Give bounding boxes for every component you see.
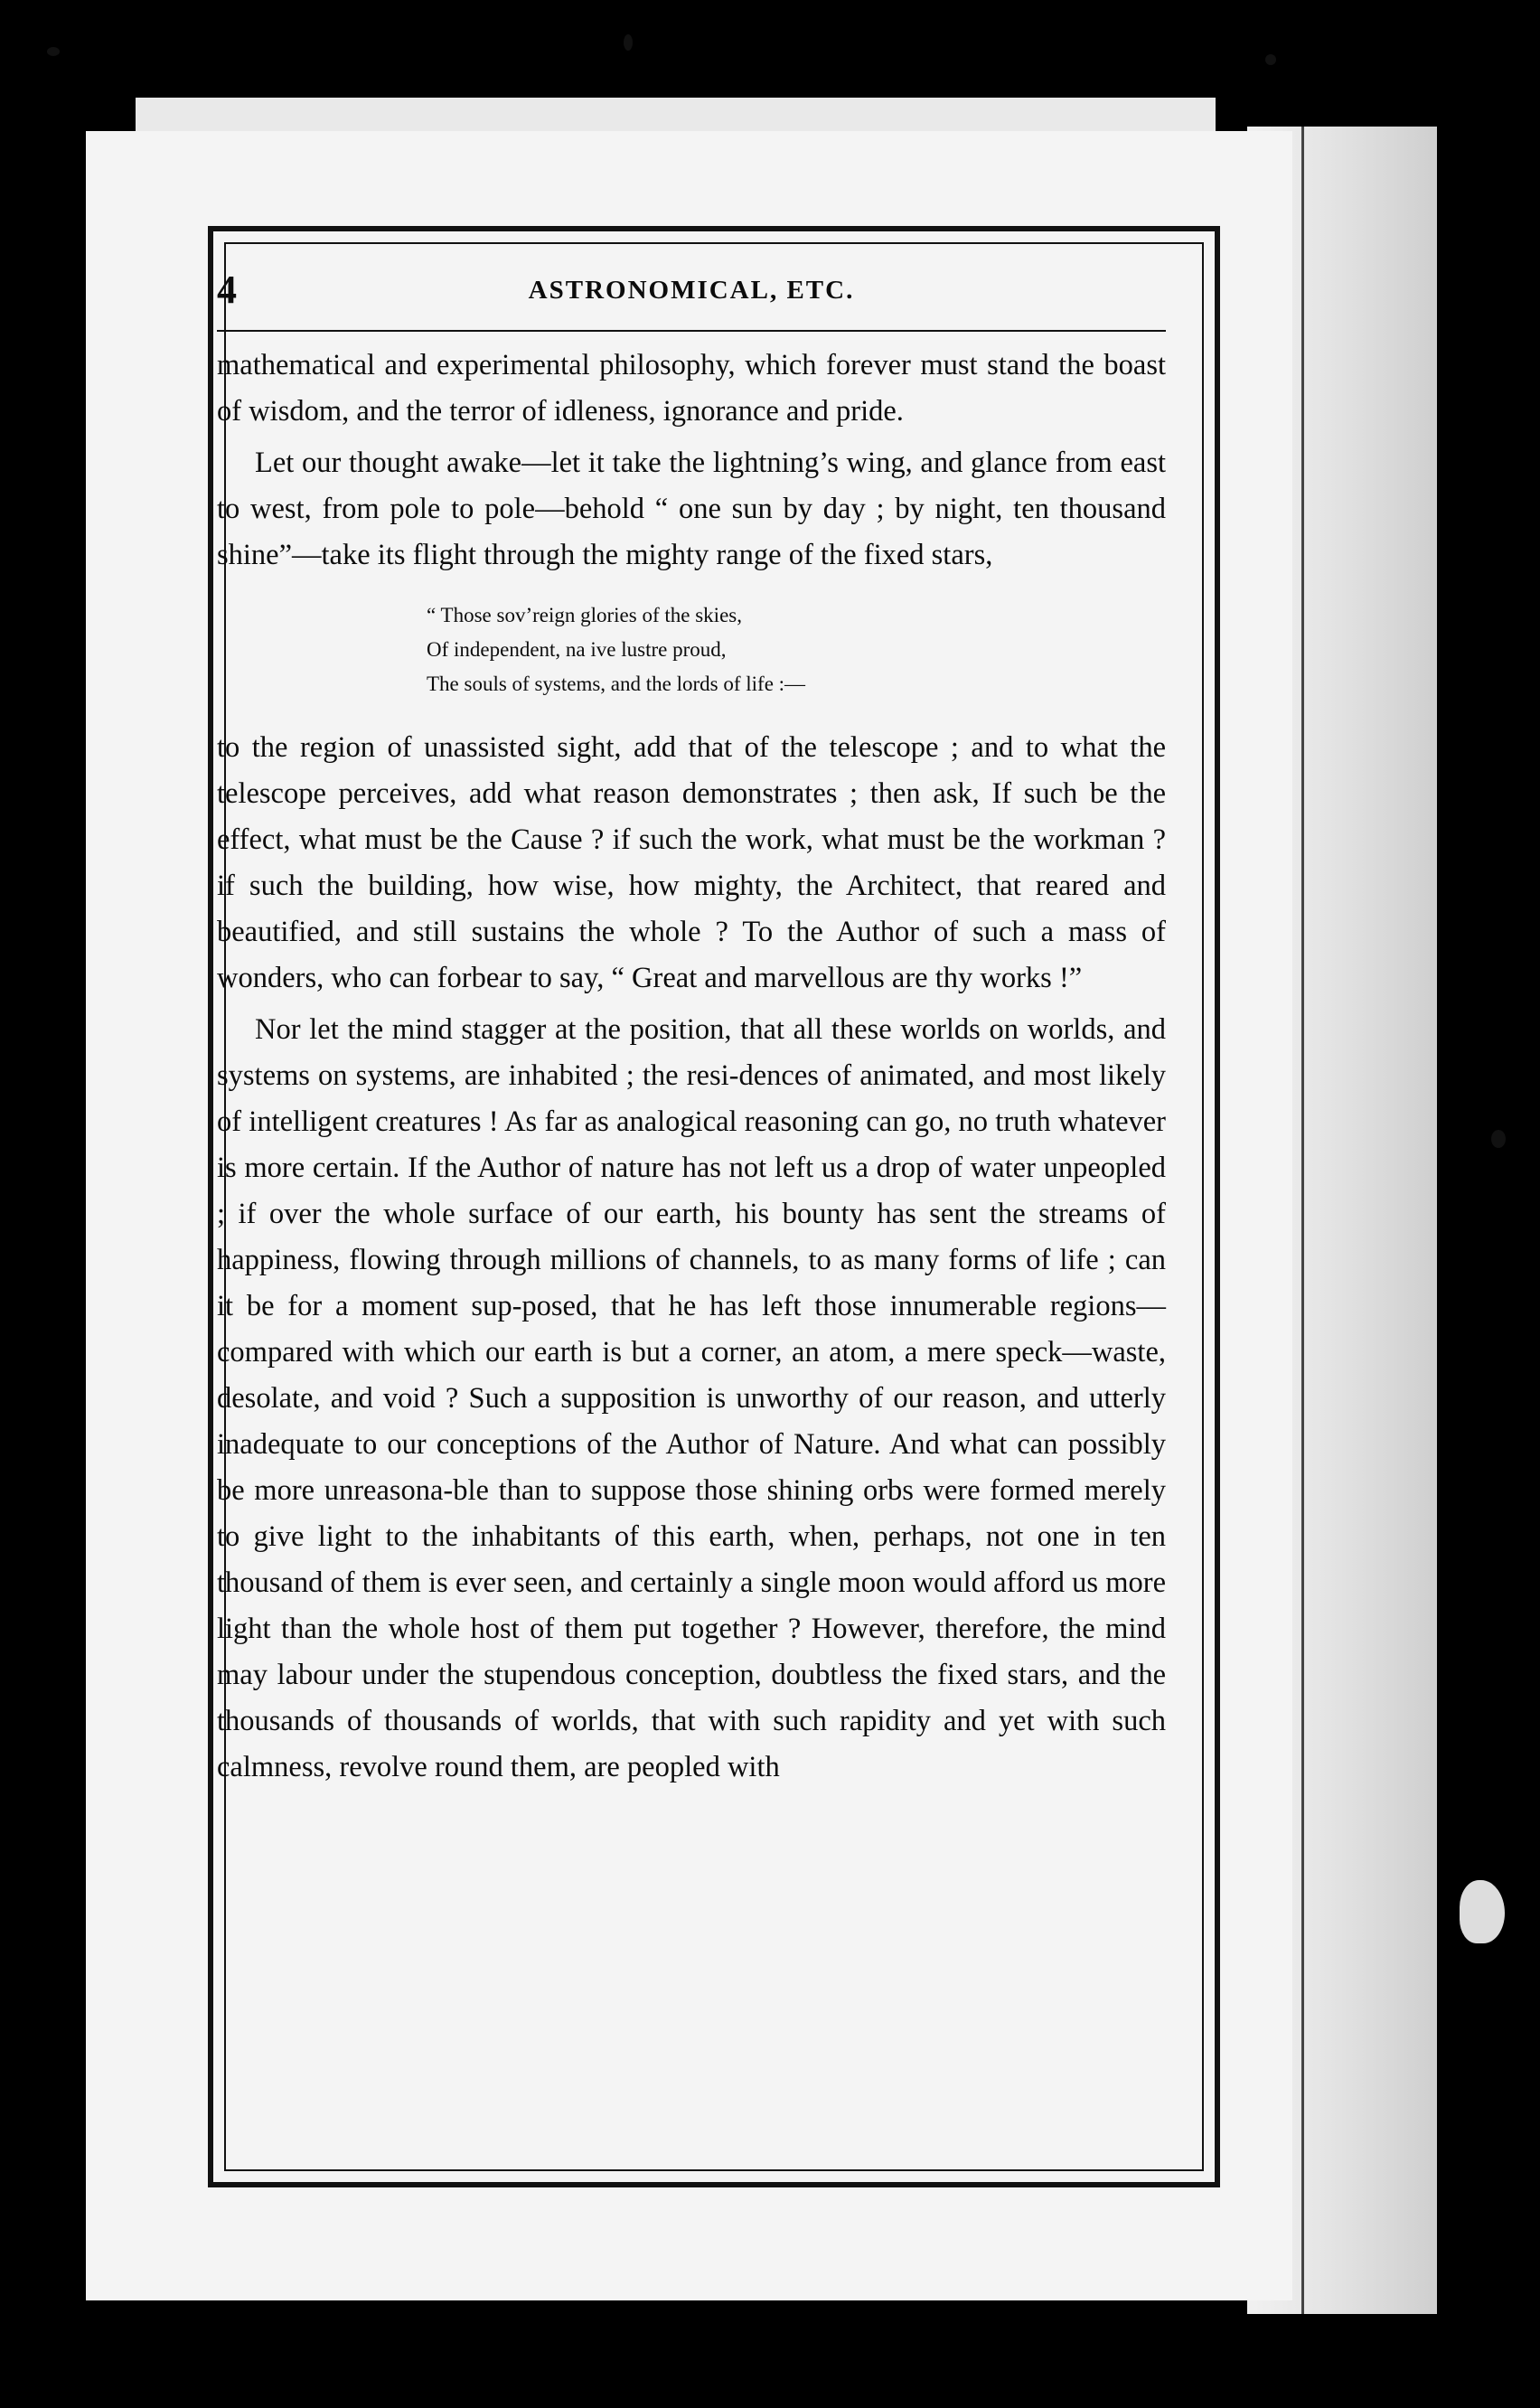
scan-speck <box>624 34 633 51</box>
paragraph-final: Nor let the mind stagger at the position, that all these worlds on worlds, and systems on systems, are inhabited ; the resi-dences of animated, and most likely of intelligent creatures ! As far as analogical reasoning can go, no truth whatever is more certain. If the Author of nature has not left us a drop of water unpeopled ; if over the whole surface of our earth, his bounty has sent the streams of happiness, flowing through millions of channels, to as many forms of life ; can it be for a moment sup-posed, that he has left those innumerable regions—compared with which our earth is but a corner, an atom, a mere speck—waste, desolate, and void ? Such a supposition is unworthy of our reason, and utterly inadequate to our conceptions of the Author of Nature. And what can possibly be more unreasona-ble than to suppose those shining orbs were formed merely to give light to the inhabitants of this earth, when, perhaps, not one in ten thousand of them is ever seen, and certainly a single moon would afford us more light than the whole host of them put together ? However, therefore, the mind may labour under the stupendous conception, doubtless the fixed stars, and the thousands of thousands of worlds, that with such rapidity and yet with such calmness, revolve round them, are peopled with <box>217 1013 1166 1783</box>
verse-quote <box>427 598 1166 701</box>
running-title: ASTRONOMICAL, ETC. <box>528 276 855 305</box>
scan-speck <box>1491 1130 1506 1148</box>
paper-blot <box>1460 1880 1505 1943</box>
scan-speck <box>1265 54 1276 65</box>
running-head <box>217 267 1166 330</box>
header-rule <box>217 330 1166 332</box>
paragraph-2: Let our thought awake—let it take the lightning’s wing, and glance from east to west, from pole to pole—behold “ one sun by day ; by night, ten thousand shine”—take its flight through the mighty range of the fixed stars, <box>217 447 1166 571</box>
scan-speck <box>47 47 60 56</box>
verse-line: Of independent, na ive lustre proud, <box>427 638 727 661</box>
verse-line: “ Those sov’reign glories of the skies, <box>427 604 742 626</box>
verse-line: The souls of systems, and the lords of life :— <box>427 673 806 695</box>
book-page <box>86 131 1292 2300</box>
page-number: 4 <box>217 268 237 312</box>
paragraph-continuation: to the region of unassisted sight, add that of the telescope ; and to what the telescope perceives, add what reason demonstrates ; then ask, If such be the effect, what must be the Cause ? if such the work, what must be the workman ? if such the building, how wise, how mighty, the Architect, that reared and beautified, and still sustains the whole ? To the Author of such a mass of wonders, who can forbear to say, “ Great and marvellous are thy works !” <box>217 731 1166 994</box>
page-fold <box>1301 127 1304 2314</box>
page-content <box>217 267 1166 1791</box>
paragraph-1: mathematical and experimental philosophy, which forever must stand the boast of wisdom, and the terror of idleness, ignorance and pride. <box>217 349 1166 428</box>
